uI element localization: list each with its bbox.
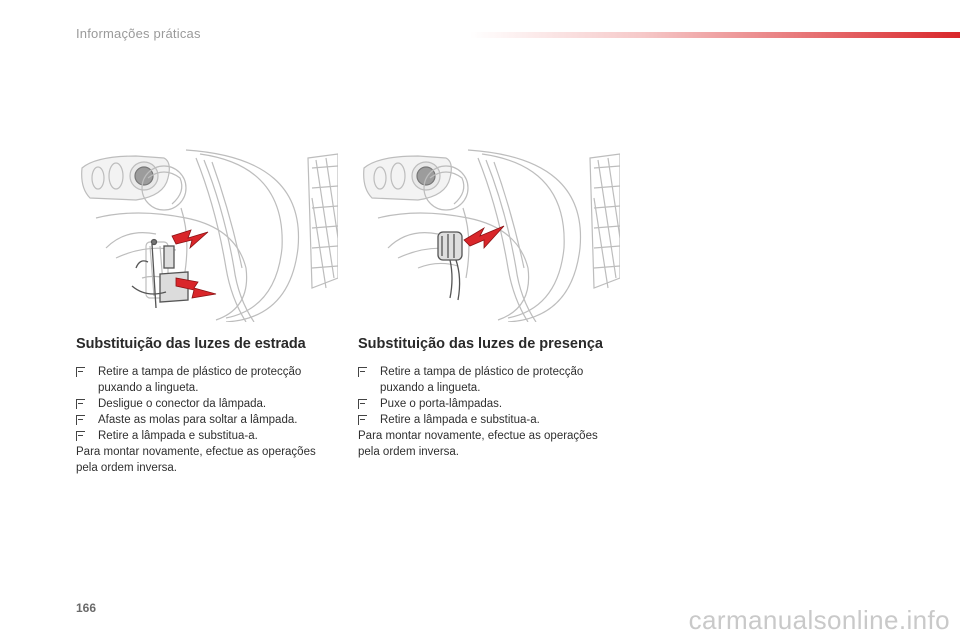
illustration-high-beam [76, 148, 338, 322]
step-text: Retire a tampa de plástico de protecção puxando a lingueta. [98, 366, 302, 394]
step-item [76, 396, 338, 412]
step-text: Retire a tampa de plástico de protecção puxando a lingueta. [380, 366, 584, 394]
step-item [358, 396, 620, 412]
step-bullet-icon [76, 415, 85, 425]
step-item [76, 412, 338, 428]
step-bullet-icon [358, 367, 367, 377]
section-high-beam [76, 336, 338, 476]
watermark: carmanualsonline.info [688, 605, 950, 635]
step-bullet-icon [358, 399, 367, 409]
page-header-title: Informações práticas [76, 26, 201, 41]
section-title-high-beam: Substituição das luzes de estrada [76, 336, 306, 352]
section-title-position-light: Substituição das luzes de presença [358, 336, 603, 352]
step-text: Retire a lâmpada e substitua-a. [380, 414, 540, 426]
step-text: Retire a lâmpada e substitua-a. [98, 430, 258, 442]
page-number: 166 [76, 601, 97, 615]
section-note-high-beam: Para montar novamente, efectue as operações pela ordem inversa. [76, 446, 316, 474]
step-bullet-icon [76, 399, 85, 409]
section-position-light [358, 336, 620, 460]
step-bullet-icon [76, 431, 85, 441]
step-item [358, 364, 620, 396]
headlamp-diagram-high-beam [76, 148, 338, 322]
steps-list-high-beam [76, 364, 338, 444]
header-accent-bar [470, 32, 960, 38]
step-item [358, 412, 620, 428]
headlamp-diagram-position-light [358, 148, 620, 322]
steps-list-position-light [358, 364, 620, 428]
step-item [76, 428, 338, 444]
step-bullet-icon [76, 367, 85, 377]
section-note-position-light: Para montar novamente, efectue as operações pela ordem inversa. [358, 430, 598, 458]
step-text: Desligue o conector da lâmpada. [98, 398, 267, 410]
step-item [76, 364, 338, 396]
step-text: Afaste as molas para soltar a lâmpada. [98, 414, 298, 426]
step-bullet-icon [358, 415, 367, 425]
step-text: Puxe o porta-lâmpadas. [380, 398, 503, 410]
illustration-position-light [358, 148, 620, 322]
